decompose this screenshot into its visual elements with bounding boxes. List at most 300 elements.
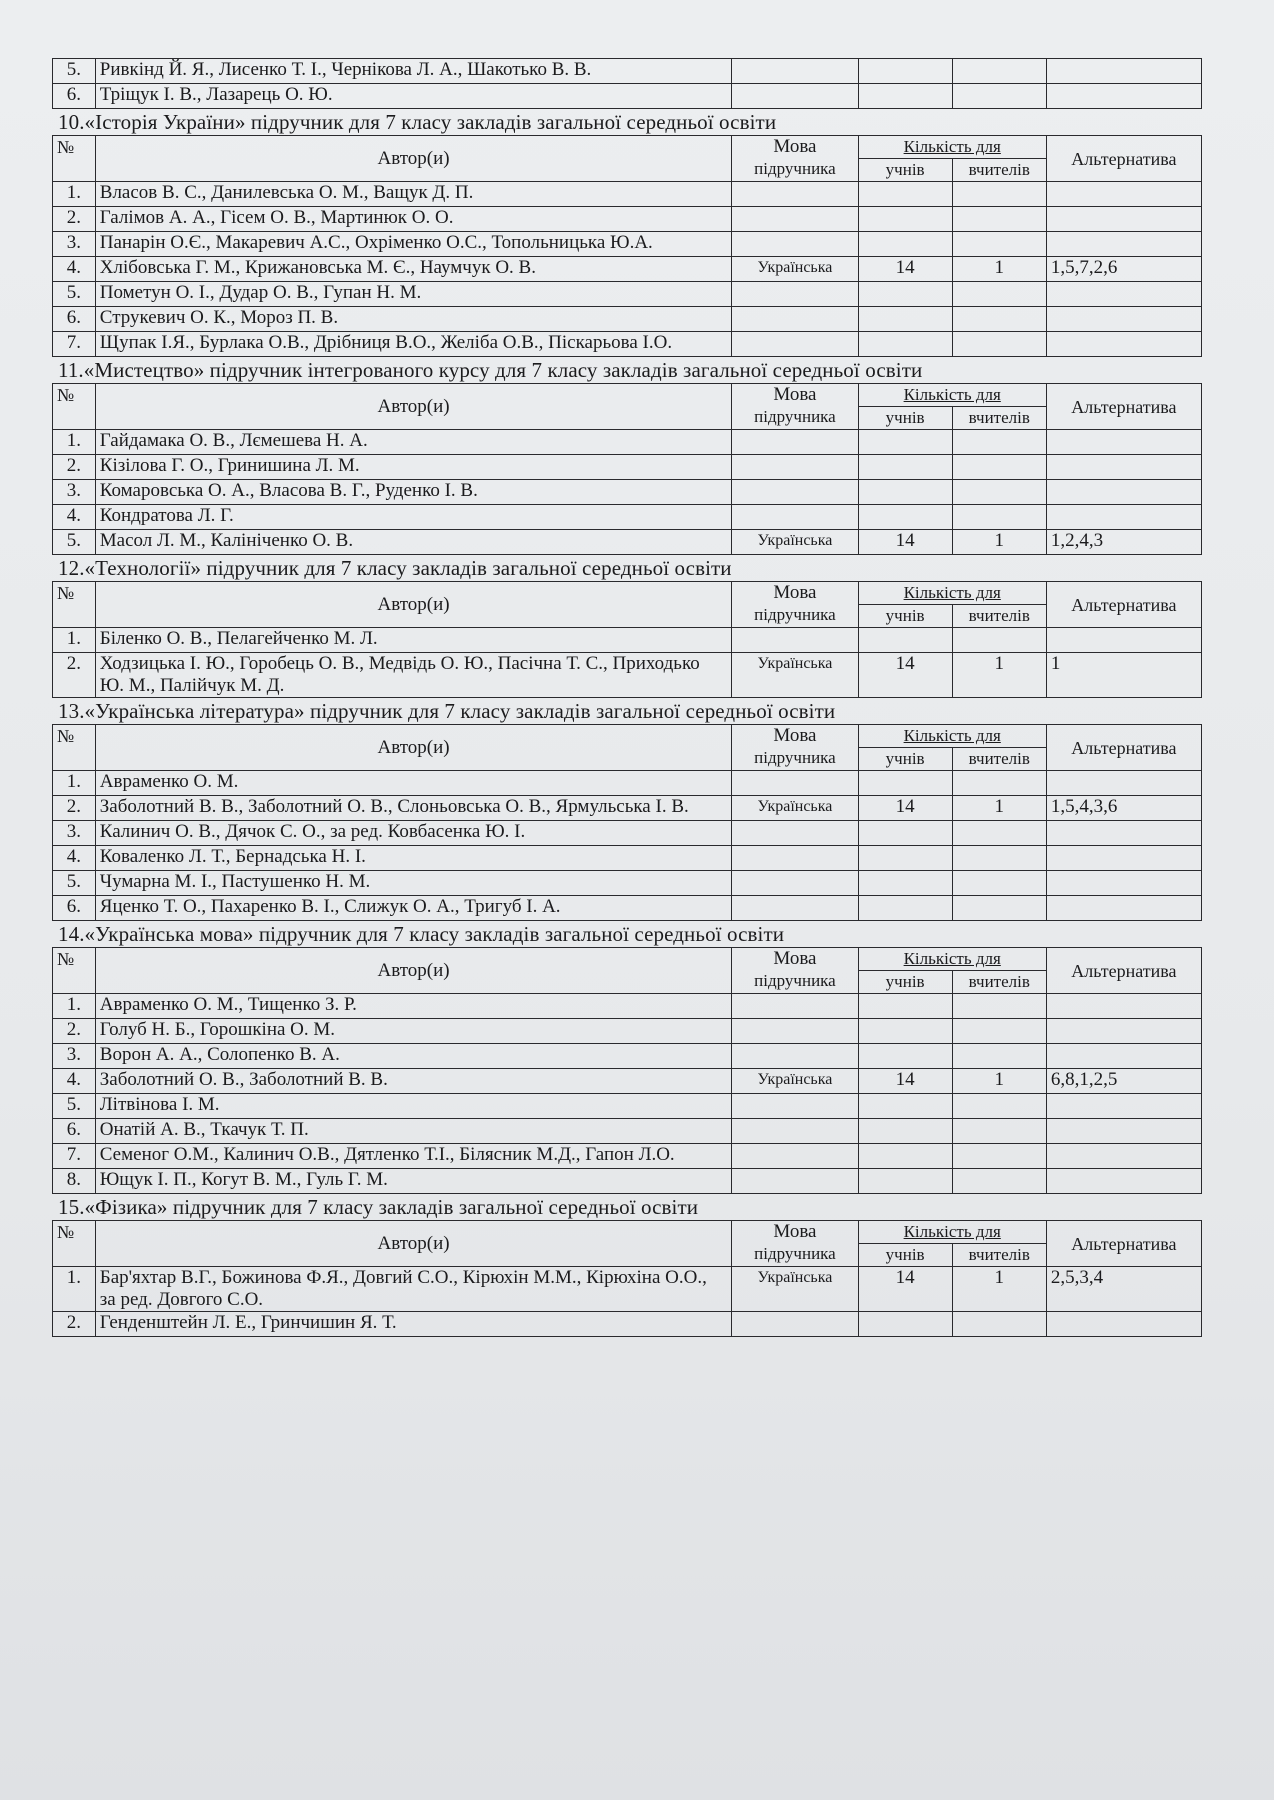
row-authors: Ющук І. П., Когут В. М., Гуль Г. М. (95, 1169, 732, 1194)
header-students: учнів (858, 1244, 952, 1267)
row-number: 3. (53, 821, 96, 846)
header-row (53, 582, 1202, 605)
row-number: 4. (53, 505, 96, 530)
table-row (53, 896, 1202, 921)
table-row (53, 846, 1202, 871)
row-language (732, 232, 858, 257)
header-alternative: Альтернатива (1046, 725, 1201, 771)
row-teachers (952, 1119, 1046, 1144)
row-authors: Тріщук І. В., Лазарець О. Ю. (95, 84, 732, 109)
row-authors: Голуб Н. Б., Горошкіна О. М. (95, 1019, 732, 1044)
row-number: 5. (53, 1094, 96, 1119)
row-language (732, 821, 858, 846)
table-row (53, 771, 1202, 796)
subject-section (52, 109, 1212, 357)
header-alternative: Альтернатива (1046, 948, 1201, 994)
top-continuation-table (52, 58, 1202, 109)
row-authors: Семеног О.М., Калинич О.В., Дятленко Т.І., Білясник М.Д., Гапон Л.О. (95, 1144, 732, 1169)
row-language (732, 1169, 858, 1194)
row-language (732, 307, 858, 332)
table-row (53, 1312, 1202, 1337)
header-authors: Автор(и) (95, 948, 732, 994)
row-students (858, 430, 952, 455)
row-alternative (1046, 282, 1201, 307)
row-alternative (1046, 628, 1201, 653)
row-authors: Генденштейн Л. Е., Гринчишин Я. Т. (95, 1312, 732, 1337)
table-row (53, 1267, 1202, 1312)
row-number: 8. (53, 1169, 96, 1194)
header-count: Кількість для (858, 582, 1046, 605)
row-authors: Яценко Т. О., Пахаренко В. І., Слижук О. А., Тригуб І. А. (95, 896, 732, 921)
header-language-line2: підручника (754, 1244, 836, 1263)
empty-cell (1046, 59, 1201, 84)
row-students (858, 282, 952, 307)
header-language (732, 1221, 858, 1267)
row-teachers (952, 1144, 1046, 1169)
row-number: 1. (53, 994, 96, 1019)
row-authors: Пометун О. І., Дудар О. В., Гупан Н. М. (95, 282, 732, 307)
row-language (732, 1144, 858, 1169)
row-teachers (952, 1019, 1046, 1044)
row-alternative (1046, 846, 1201, 871)
table-row (53, 796, 1202, 821)
row-authors: Масол Л. М., Калініченко О. В. (95, 530, 732, 555)
header-language-line1: Мова (773, 948, 817, 969)
header-language (732, 725, 858, 771)
empty-cell (732, 59, 858, 84)
row-authors: Авраменко О. М., Тищенко З. Р. (95, 994, 732, 1019)
row-language (732, 871, 858, 896)
header-alternative: Альтернатива (1046, 384, 1201, 430)
row-students (858, 1119, 952, 1144)
row-language: Українська (732, 530, 858, 555)
row-language (732, 771, 858, 796)
empty-cell (952, 84, 1046, 109)
textbook-table (52, 947, 1202, 1194)
subject-section (52, 698, 1212, 921)
table-header (53, 582, 1202, 628)
header-row (53, 1221, 1202, 1244)
row-alternative: 6,8,1,2,5 (1046, 1069, 1201, 1094)
row-teachers (952, 871, 1046, 896)
row-students (858, 505, 952, 530)
row-alternative (1046, 1019, 1201, 1044)
row-authors: Хлібовська Г. М., Крижановська М. Є., Наумчук О. В. (95, 257, 732, 282)
row-teachers (952, 182, 1046, 207)
row-students (858, 1169, 952, 1194)
row-teachers (952, 771, 1046, 796)
header-teachers: вчителів (952, 159, 1046, 182)
row-number: 4. (53, 846, 96, 871)
row-number: 6. (53, 896, 96, 921)
row-students (858, 207, 952, 232)
row-students (858, 455, 952, 480)
row-number: 7. (53, 332, 96, 357)
table-row (53, 84, 1202, 109)
row-alternative (1046, 207, 1201, 232)
empty-cell (952, 59, 1046, 84)
row-authors: Ривкінд Й. Я., Лисенко Т. І., Чернікова Л. А., Шакотько В. В. (95, 59, 732, 84)
row-students (858, 1144, 952, 1169)
header-language-line2: підручника (754, 159, 836, 178)
empty-cell (858, 59, 952, 84)
table-row (53, 455, 1202, 480)
table-header (53, 725, 1202, 771)
row-students (858, 1094, 952, 1119)
section-title: 15.«Фізика» підручник для 7 класу закладів загальної середньої освіти (58, 1195, 699, 1219)
row-language: Українська (732, 796, 858, 821)
subject-section (52, 921, 1212, 1194)
header-language (732, 136, 858, 182)
table-row (53, 1144, 1202, 1169)
subject-section (52, 555, 1212, 698)
table-header (53, 1221, 1202, 1267)
table-row (53, 628, 1202, 653)
row-alternative (1046, 1119, 1201, 1144)
row-alternative: 2,5,3,4 (1046, 1267, 1201, 1312)
row-teachers (952, 430, 1046, 455)
row-teachers (952, 994, 1046, 1019)
header-language-line2: підручника (754, 605, 836, 624)
table-row (53, 59, 1202, 84)
row-language (732, 1094, 858, 1119)
row-number: 1. (53, 1267, 96, 1312)
textbook-table (52, 383, 1202, 555)
section-title: 12.«Технології» підручник для 7 класу закладів загальної середньої освіти (58, 556, 732, 580)
table-row (53, 994, 1202, 1019)
row-language: Українська (732, 1069, 858, 1094)
row-students (858, 628, 952, 653)
row-teachers (952, 505, 1046, 530)
row-students (858, 182, 952, 207)
row-authors: Кондратова Л. Г. (95, 505, 732, 530)
row-students: 14 (858, 530, 952, 555)
row-alternative (1046, 1044, 1201, 1069)
header-language-line2: підручника (754, 407, 836, 426)
table-header (53, 136, 1202, 182)
row-language: Українська (732, 653, 858, 698)
row-teachers: 1 (952, 1069, 1046, 1094)
row-alternative: 1 (1046, 653, 1201, 698)
row-teachers (952, 480, 1046, 505)
table-row (53, 332, 1202, 357)
table-row (53, 1044, 1202, 1069)
row-alternative (1046, 771, 1201, 796)
row-authors: Панарін О.Є., Макаревич А.С., Охріменко О.С., Топольницька Ю.А. (95, 232, 732, 257)
row-number: 6. (53, 1119, 96, 1144)
header-students: учнів (858, 748, 952, 771)
header-alternative: Альтернатива (1046, 136, 1201, 182)
row-authors: Літвінова І. М. (95, 1094, 732, 1119)
row-language: Українська (732, 257, 858, 282)
row-alternative (1046, 871, 1201, 896)
header-row (53, 384, 1202, 407)
header-teachers: вчителів (952, 407, 1046, 430)
row-students (858, 480, 952, 505)
header-teachers: вчителів (952, 748, 1046, 771)
header-row (53, 948, 1202, 971)
row-language (732, 505, 858, 530)
row-authors: Ворон А. А., Солопенко В. А. (95, 1044, 732, 1069)
subject-section (52, 1194, 1212, 1337)
table-row (53, 282, 1202, 307)
row-authors: Калинич О. В., Дячок С. О., за ред. Ковбасенка Ю. І. (95, 821, 732, 846)
row-alternative (1046, 430, 1201, 455)
header-count: Кількість для (858, 725, 1046, 748)
table-row (53, 530, 1202, 555)
header-authors: Автор(и) (95, 384, 732, 430)
row-students: 14 (858, 796, 952, 821)
row-students (858, 994, 952, 1019)
row-students (858, 821, 952, 846)
row-authors: Струкевич О. К., Мороз П. В. (95, 307, 732, 332)
textbook-table (52, 724, 1202, 921)
row-number: 1. (53, 430, 96, 455)
header-teachers: вчителів (952, 1244, 1046, 1267)
row-language (732, 1312, 858, 1337)
row-number: 4. (53, 1069, 96, 1094)
table-row (53, 871, 1202, 896)
header-authors: Автор(и) (95, 1221, 732, 1267)
empty-cell (858, 84, 952, 109)
row-students: 14 (858, 1069, 952, 1094)
textbook-table (52, 135, 1202, 357)
table-row (53, 480, 1202, 505)
row-authors: Гайдамака О. В., Лємешева Н. А. (95, 430, 732, 455)
row-authors: Заболотний В. В., Заболотний О. В., Слоньовська О. В., Ярмульська І. В. (95, 796, 732, 821)
table-row (53, 1094, 1202, 1119)
row-teachers: 1 (952, 1267, 1046, 1312)
row-number: 2. (53, 796, 96, 821)
row-authors: Коваленко Л. Т., Бернадська Н. І. (95, 846, 732, 871)
row-language (732, 207, 858, 232)
row-students (858, 896, 952, 921)
row-alternative (1046, 332, 1201, 357)
row-students (858, 332, 952, 357)
row-number: 7. (53, 1144, 96, 1169)
header-language-line2: підручника (754, 748, 836, 767)
row-teachers: 1 (952, 257, 1046, 282)
header-number: № (53, 136, 96, 182)
row-language (732, 480, 858, 505)
header-language-line1: Мова (773, 136, 817, 157)
row-number: 6. (53, 307, 96, 332)
row-authors: Авраменко О. М. (95, 771, 732, 796)
row-alternative (1046, 307, 1201, 332)
row-language (732, 896, 858, 921)
row-alternative (1046, 232, 1201, 257)
row-alternative: 1,5,7,2,6 (1046, 257, 1201, 282)
row-alternative: 1,5,4,3,6 (1046, 796, 1201, 821)
row-teachers (952, 232, 1046, 257)
row-teachers: 1 (952, 653, 1046, 698)
table-row (53, 232, 1202, 257)
table-body (53, 628, 1202, 698)
row-teachers (952, 332, 1046, 357)
row-students (858, 1044, 952, 1069)
section-title: 10.«Історія України» підручник для 7 класу закладів загальної середньої освіти (58, 110, 777, 134)
row-language (732, 430, 858, 455)
subject-section (52, 357, 1212, 555)
table-body (53, 182, 1202, 357)
row-number: 2. (53, 1312, 96, 1337)
header-row (53, 725, 1202, 748)
row-number: 2. (53, 653, 96, 698)
row-number: 3. (53, 1044, 96, 1069)
row-language (732, 332, 858, 357)
row-students (858, 232, 952, 257)
header-number: № (53, 384, 96, 430)
table-body (53, 771, 1202, 921)
row-teachers (952, 896, 1046, 921)
table-header (53, 384, 1202, 430)
row-teachers (952, 1044, 1046, 1069)
header-count: Кількість для (858, 948, 1046, 971)
row-students (858, 307, 952, 332)
table-row (53, 821, 1202, 846)
row-number: 5. (53, 59, 96, 84)
table-row (53, 182, 1202, 207)
header-students: учнів (858, 971, 952, 994)
section-title: 11.«Мистецтво» підручник інтегрованого курсу для 7 класу закладів загальної середньої освіти (58, 358, 923, 382)
row-language (732, 628, 858, 653)
table-row (53, 307, 1202, 332)
row-number: 1. (53, 771, 96, 796)
row-language (732, 846, 858, 871)
table-body (53, 1267, 1202, 1337)
row-number: 2. (53, 455, 96, 480)
header-students: учнів (858, 605, 952, 628)
row-teachers (952, 307, 1046, 332)
header-count: Кількість для (858, 1221, 1046, 1244)
table-row (53, 1069, 1202, 1094)
header-language (732, 384, 858, 430)
table-body (53, 994, 1202, 1194)
header-count: Кількість для (858, 136, 1046, 159)
header-number: № (53, 1221, 96, 1267)
empty-cell (732, 84, 858, 109)
row-teachers (952, 846, 1046, 871)
row-number: 3. (53, 480, 96, 505)
row-teachers (952, 1312, 1046, 1337)
row-alternative (1046, 1169, 1201, 1194)
header-authors: Автор(и) (95, 725, 732, 771)
table-row (53, 1019, 1202, 1044)
document-sheet (52, 58, 1212, 1337)
header-number: № (53, 582, 96, 628)
empty-cell (1046, 84, 1201, 109)
table-row (53, 257, 1202, 282)
table-row (53, 1169, 1202, 1194)
row-number: 6. (53, 84, 96, 109)
row-authors: Онатій А. В., Ткачук Т. П. (95, 1119, 732, 1144)
row-authors: Біленко О. В., Пелагейченко М. Л. (95, 628, 732, 653)
header-alternative: Альтернатива (1046, 582, 1201, 628)
header-language-line1: Мова (773, 725, 817, 746)
header-students: учнів (858, 407, 952, 430)
row-language (732, 455, 858, 480)
header-teachers: вчителів (952, 971, 1046, 994)
header-language-line1: Мова (773, 384, 817, 405)
row-teachers (952, 628, 1046, 653)
row-teachers (952, 1094, 1046, 1119)
table-row (53, 653, 1202, 698)
section-title: 14.«Українська мова» підручник для 7 класу закладів загальної середньої освіти (58, 922, 785, 946)
row-alternative (1046, 994, 1201, 1019)
row-alternative: 1,2,4,3 (1046, 530, 1201, 555)
row-authors: Кізілова Г. О., Гринишина Л. М. (95, 455, 732, 480)
row-students (858, 771, 952, 796)
row-alternative (1046, 821, 1201, 846)
table-header (53, 948, 1202, 994)
header-language (732, 948, 858, 994)
row-number: 1. (53, 182, 96, 207)
row-alternative (1046, 896, 1201, 921)
row-teachers (952, 282, 1046, 307)
row-language: Українська (732, 1267, 858, 1312)
header-authors: Автор(и) (95, 136, 732, 182)
table-body (53, 430, 1202, 555)
row-alternative (1046, 1144, 1201, 1169)
header-language (732, 582, 858, 628)
header-language-line1: Мова (773, 1221, 817, 1242)
row-students (858, 871, 952, 896)
header-authors: Автор(и) (95, 582, 732, 628)
row-authors: Чумарна М. І., Пастушенко Н. М. (95, 871, 732, 896)
header-number: № (53, 725, 96, 771)
row-language (732, 182, 858, 207)
header-teachers: вчителів (952, 605, 1046, 628)
row-authors: Ходзицька І. Ю., Горобець О. В., Медвідь О. Ю., Пасічна Т. С., Приходько Ю. М., Палійчук М. Д. (95, 653, 732, 698)
header-count: Кількість для (858, 384, 1046, 407)
table-row (53, 1119, 1202, 1144)
row-number: 3. (53, 232, 96, 257)
header-alternative: Альтернатива (1046, 1221, 1201, 1267)
row-language (732, 1019, 858, 1044)
row-number: 5. (53, 871, 96, 896)
row-number: 1. (53, 628, 96, 653)
header-row (53, 136, 1202, 159)
row-number: 4. (53, 257, 96, 282)
row-students (858, 1019, 952, 1044)
section-title: 13.«Українська література» підручник для 7 класу закладів загальної середньої освіти (58, 699, 836, 723)
row-teachers: 1 (952, 796, 1046, 821)
row-students: 14 (858, 1267, 952, 1312)
table-row (53, 207, 1202, 232)
row-alternative (1046, 480, 1201, 505)
row-authors: Щупак І.Я., Бурлака О.В., Дрібниця В.О., Желіба О.В., Піскарьова І.О. (95, 332, 732, 357)
header-number: № (53, 948, 96, 994)
row-alternative (1046, 182, 1201, 207)
row-language (732, 1119, 858, 1144)
row-language (732, 1044, 858, 1069)
row-teachers (952, 1169, 1046, 1194)
row-number: 2. (53, 207, 96, 232)
row-teachers (952, 207, 1046, 232)
row-language (732, 994, 858, 1019)
row-authors: Власов В. С., Данилевська О. М., Ващук Д. П. (95, 182, 732, 207)
row-teachers: 1 (952, 530, 1046, 555)
table-row (53, 430, 1202, 455)
row-alternative (1046, 455, 1201, 480)
row-language (732, 282, 858, 307)
row-authors: Заболотний О. В., Заболотний В. В. (95, 1069, 732, 1094)
row-number: 5. (53, 530, 96, 555)
header-language-line1: Мова (773, 582, 817, 603)
textbook-table (52, 581, 1202, 698)
row-alternative (1046, 1312, 1201, 1337)
textbook-table (52, 1220, 1202, 1337)
